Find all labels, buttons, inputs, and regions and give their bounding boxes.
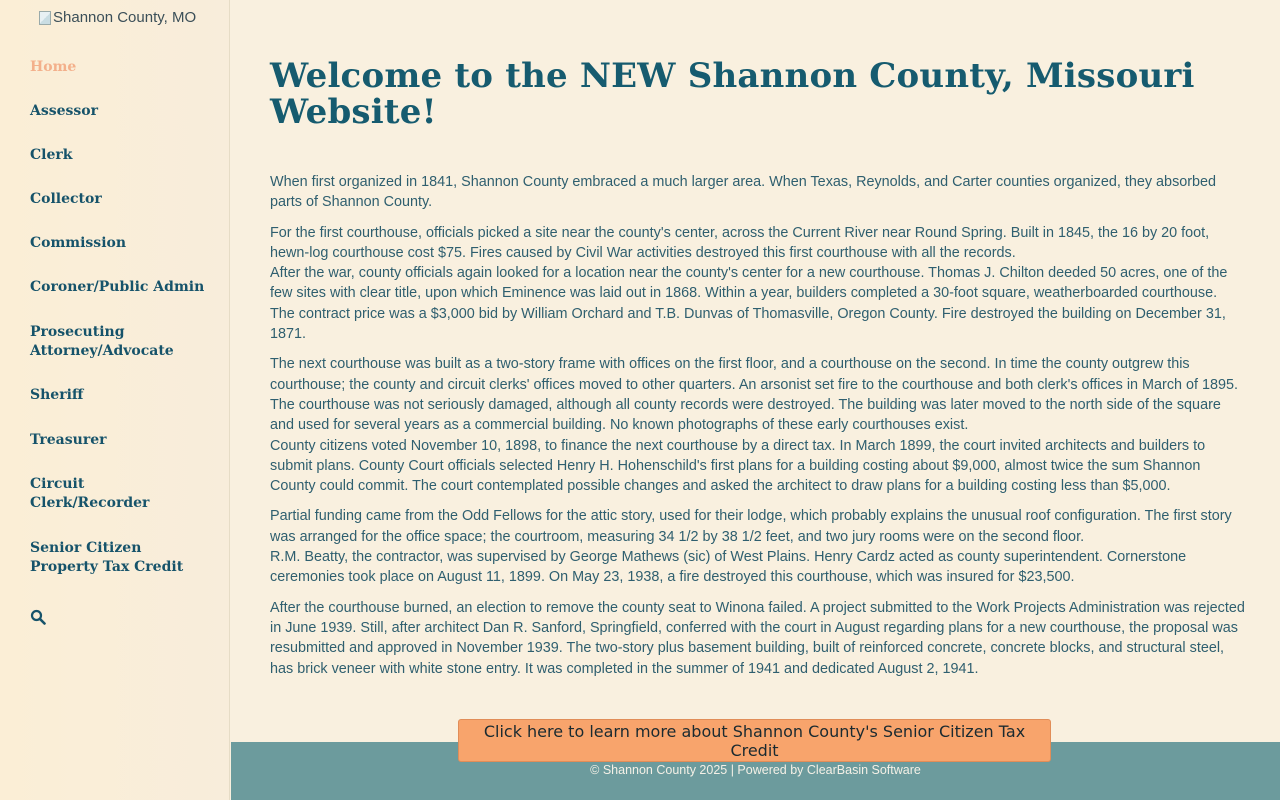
sidebar [0,0,230,800]
paragraph-text: R.M. Beatty, the contractor, was supervised by George Mathews (sic) of West Plains. Henry Cardz acted as county superintendent. Cornerstone ceremonies took place on August 11, 1899. On May 23, 1938, a fire destroyed this courthouse, which was insured for $23,500. [270,549,1187,586]
paragraph-text: After the war, county officials again looked for a location near the county's center for a new courthouse. Thomas J. Chilton deeded 50 acres, one of the few sites with clear title, upon which Eminence was laid out in 1868. Within a year, builders completed a 30-foot square, weatherboarded courthouse. The contract price was a $3,000 bid by William Orchard and T.B. Dunvas of Thomasville, Oregon County. Fire destroyed the building on December 31, 1871. [270,265,1228,343]
nav-item-home[interactable]: Home [30,59,77,75]
nav-item-senior-citizen-tax-credit[interactable]: Senior Citizen Property Tax Credit [30,540,184,575]
nav-item-commission[interactable]: Commission [30,235,127,251]
nav-item-treasurer[interactable]: Treasurer [30,432,107,448]
paragraph-text: The next courthouse was built as a two-story frame with offices on the first floor, and a courthouse on the second. In time the county outgrew this courthouse; the county and circuit clerks' offices moved to other quarters. An arsonist set fire to the courthouse and both clerk's offices in March of 1895. The courthouse was not seriously damaged, although all county records were destroyed. The building was later moved to the north side of the square and used for several years as a commercial building. No known photographs of these early courthouses exist. [270,356,1239,434]
article-paragraph [270,598,1245,679]
paragraph-text: When first organized in 1841, Shannon County embraced a much larger area. When Texas, Reynolds, and Carter counties organized, they absorbed parts of Shannon County. [270,174,1217,211]
nav-item-coroner-public-admin[interactable]: Coroner/Public Admin [30,279,205,295]
paragraph-text: After the courthouse burned, an election to remove the county seat to Winona failed. A project submitted to the Work Projects Administration was rejected in June 1939. Still, after architect Dan R. Sanford, Springfield, conferred with the court in August regarding plans for a new courthouse, the proposal was resubmitted and approved in November 1939. The two-story plus basement building, built of reinforced concrete, concrete blocks, and structural steel, has brick veneer with white stone entry. It was completed in the summer of 1941 and dedicated August 2, 1941. [270,599,1245,677]
article-paragraph [270,172,1245,213]
search-icon[interactable] [30,609,46,625]
main-content [231,0,1280,800]
nav-item-prosecuting-attorney[interactable]: Prosecuting Attorney/Advocate [30,324,174,359]
site-logo[interactable] [39,9,196,26]
broken-image-icon [39,11,51,25]
history-article [270,172,1245,689]
logo-alt-text: Shannon County, MO [53,9,197,26]
article-paragraph [270,354,1245,496]
nav-item-clerk[interactable]: Clerk [30,147,73,163]
paragraph-text: For the first courthouse, officials picked a site near the county's center, across the Current River near Round Spring. Built in 1845, the 16 by 20 foot, hewn-log courthouse cost $75. Fires caused by Civil War activities destroyed this first courthouse with all the records. [270,224,1210,261]
article-paragraph [270,506,1245,587]
page-title: Welcome to the NEW Shannon County, Missouri Website! [270,56,1195,132]
footer-copyright: © Shannon County 2025 | Powered by ClearBasin Software [590,763,921,777]
nav-item-collector[interactable]: Collector [30,191,102,207]
nav-item-sheriff[interactable]: Sheriff [30,387,84,403]
paragraph-text: County citizens voted November 10, 1898, to finance the next courthouse by a direct tax. In March 1899, the court invited architects and builders to submit plans. County Court officials selected Henry H. Hohenschild's first plans for a building costing about $9,000, almost twice the sum Shannon County could commit. The court contemplated possible changes and asked the architect to draw plans for a building costing less than $5,000. [270,437,1206,495]
paragraph-text: Partial funding came from the Odd Fellows for the attic story, used for their lodge, which probably explains the unusual roof configuration. The first story was arranged for the office space; the courtroom, measuring 34 1/2 by 38 1/2 feet, and two jury rooms were on the second floor. [270,508,1232,545]
senior-tax-credit-cta-button[interactable]: Click here to learn more about Shannon County's Senior Citizen Tax Credit [458,719,1051,762]
nav-item-circuit-clerk-recorder[interactable]: Circuit Clerk/Recorder [30,476,150,511]
nav-item-assessor[interactable]: Assessor [30,103,99,119]
article-paragraph [270,223,1245,345]
